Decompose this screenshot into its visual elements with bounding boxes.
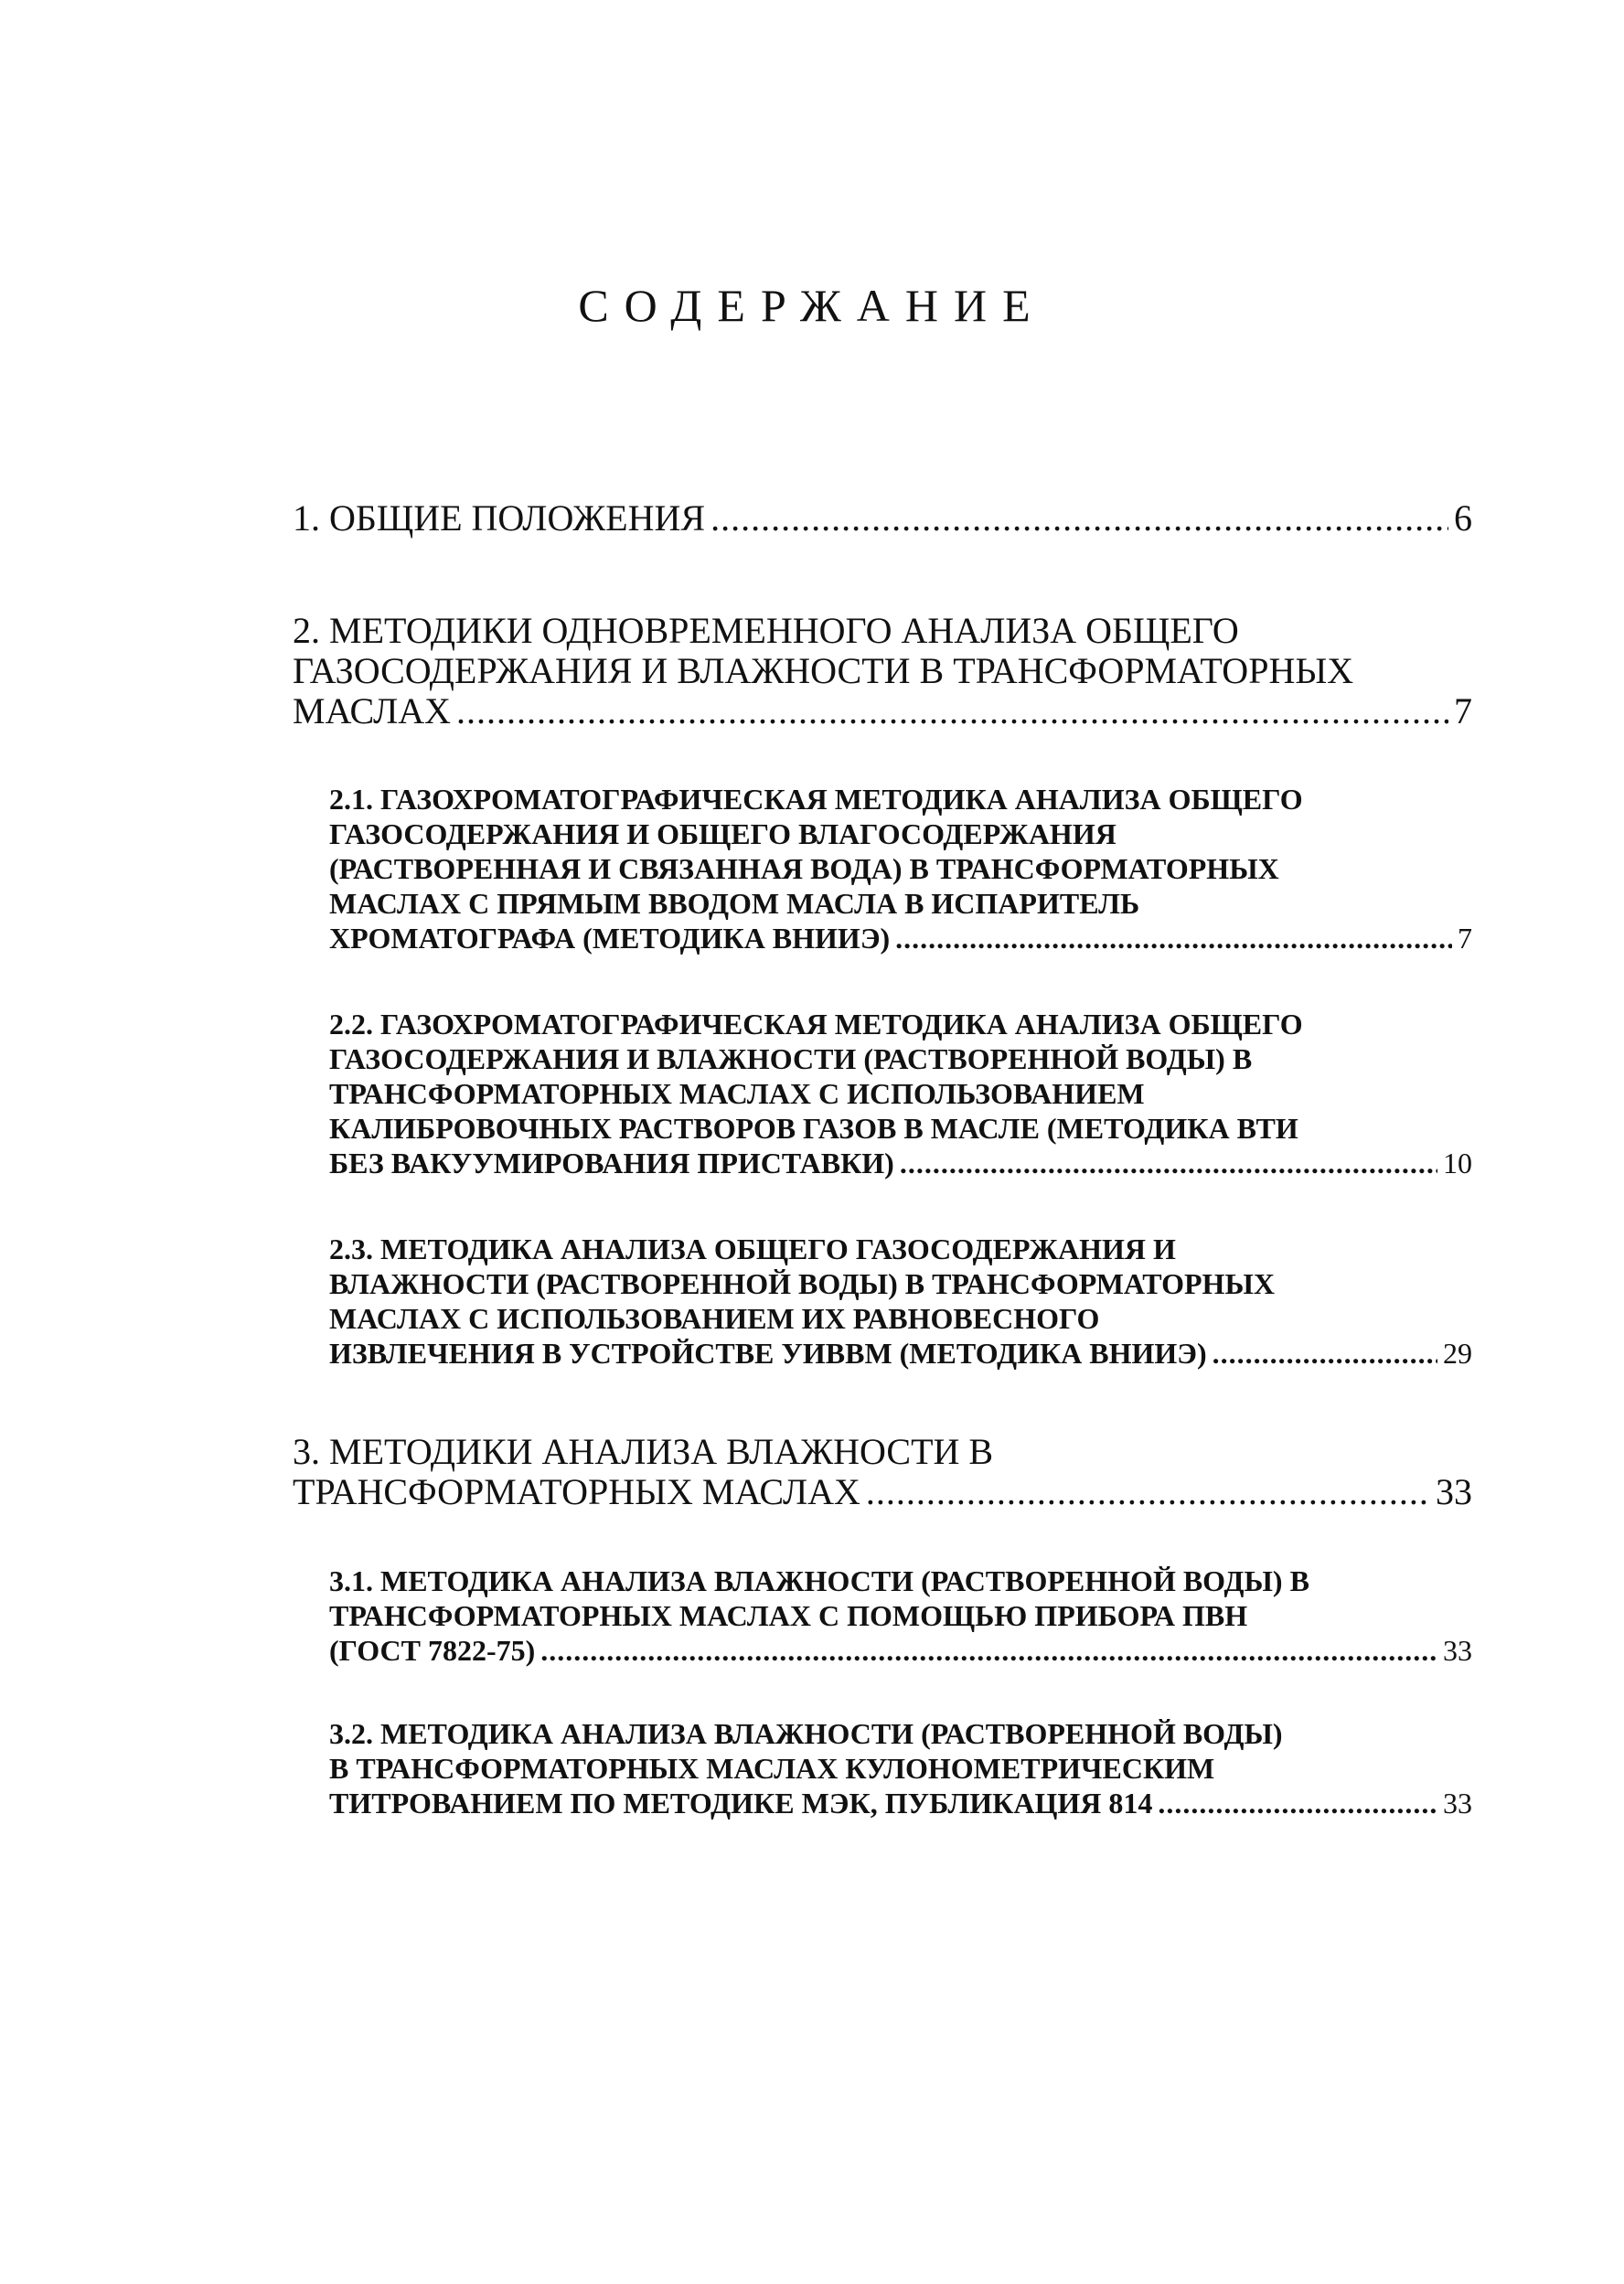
dot-leader: [866, 1472, 1430, 1512]
toc-entry-2: [293, 611, 1472, 731]
toc-entry-last-line: [293, 691, 1472, 731]
toc-entry-text: 3.2. МЕТОДИКА АНАЛИЗА ВЛАЖНОСТИ (РАСТВОРЕННОЙ ВОДЫ): [329, 1717, 1283, 1750]
toc-entry-text: МАСЛАХ: [293, 690, 452, 731]
toc-entry-text: В ТРАНСФОРМАТОРНЫХ МАСЛАХ КУЛОНОМЕТРИЧЕСКИМ: [329, 1752, 1215, 1785]
page-number: 33: [1443, 1787, 1472, 1820]
toc-entry-2-2: [329, 1007, 1472, 1180]
toc-entry-text: МАСЛАХ С ИСПОЛЬЗОВАНИЕМ ИХ РАВНОВЕСНОГО: [329, 1302, 1100, 1335]
toc-entry-3-1: [329, 1564, 1472, 1668]
toc-entry-text: 2.1. ГАЗОХРОМАТОГРАФИЧЕСКАЯ МЕТОДИКА АНАЛИЗА ОБЩЕГО: [329, 783, 1303, 816]
page-number: 33: [1443, 1634, 1472, 1667]
dot-leader: [710, 498, 1448, 539]
toc-entry-text: 1. ОБЩИЕ ПОЛОЖЕНИЯ: [293, 497, 706, 539]
toc-entry-text: МАСЛАХ С ПРЯМЫМ ВВОДОМ МАСЛА В ИСПАРИТЕЛЬ: [329, 887, 1140, 920]
page-number: 7: [1458, 922, 1472, 955]
toc-entry-text: 3. МЕТОДИКИ АНАЛИЗА ВЛАЖНОСТИ В: [293, 1431, 994, 1472]
toc-entry-text: ТРАНСФОРМАТОРНЫХ МАСЛАХ С ПОМОЩЬЮ ПРИБОРА ПВН: [329, 1599, 1248, 1632]
toc-entry-text: ВЛАЖНОСТИ (РАСТВОРЕННОЙ ВОДЫ) В ТРАНСФОРМАТОРНЫХ: [329, 1267, 1275, 1300]
toc-entry-text: (РАСТВОРЕННАЯ И СВЯЗАННАЯ ВОДА) В ТРАНСФОРМАТОРНЫХ: [329, 852, 1279, 885]
page-number: 29: [1443, 1337, 1472, 1370]
toc-entry-text: КАЛИБРОВОЧНЫХ РАСТВОРОВ ГАЗОВ В МАСЛЕ (МЕТОДИКА ВТИ: [329, 1112, 1298, 1145]
toc-entry-last-line: [329, 1146, 1472, 1180]
toc-entry-last-line: [329, 1633, 1472, 1668]
dot-leader: [900, 1146, 1437, 1180]
page-title: СОДЕРЖАНИЕ: [578, 280, 1046, 331]
toc-entry-text: 2. МЕТОДИКИ ОДНОВРЕМЕННОГО АНАЛИЗА ОБЩЕГО: [293, 610, 1239, 651]
toc-entry-text: ГАЗОСОДЕРЖАНИЯ И ВЛАЖНОСТИ В ТРАНСФОРМАТОРНЫХ: [293, 650, 1354, 691]
toc-entry-text: ГАЗОСОДЕРЖАНИЯ И ОБЩЕГО ВЛАГОСОДЕРЖАНИЯ: [329, 817, 1116, 850]
toc-entry-3: [293, 1432, 1472, 1512]
toc-entry-last-line: [329, 921, 1472, 955]
toc-entry-3-2: [329, 1716, 1472, 1820]
toc-entry-text: ХРОМАТОГРАФА (МЕТОДИКА ВНИИЭ): [329, 922, 891, 955]
toc-entry-1: [293, 498, 1472, 539]
dot-leader: [540, 1633, 1437, 1668]
toc-entry-text: 2.3. МЕТОДИКА АНАЛИЗА ОБЩЕГО ГАЗОСОДЕРЖАНИЯ И: [329, 1233, 1176, 1265]
toc-entry-2-3: [329, 1232, 1472, 1371]
toc-entry-last-line: [293, 498, 1472, 539]
toc-entry-last-line: [329, 1336, 1472, 1371]
toc-entry-2-1: [329, 782, 1472, 955]
dot-leader: [1213, 1336, 1437, 1371]
toc-entry-text: ИЗВЛЕЧЕНИЯ В УСТРОЙСТВЕ УИВВМ (МЕТОДИКА ВНИИЭ): [329, 1337, 1207, 1370]
dot-leader: [456, 691, 1448, 731]
toc-entry-text: ТРАНСФОРМАТОРНЫХ МАСЛАХ: [293, 1471, 860, 1512]
dot-leader: [895, 921, 1452, 955]
dot-leader: [1158, 1786, 1437, 1820]
page-number: 33: [1436, 1471, 1472, 1512]
toc-entry-text: ГАЗОСОДЕРЖАНИЯ И ВЛАЖНОСТИ (РАСТВОРЕННОЙ ВОДЫ) В: [329, 1042, 1253, 1075]
toc-entry-text: ТРАНСФОРМАТОРНЫХ МАСЛАХ С ИСПОЛЬЗОВАНИЕМ: [329, 1077, 1145, 1110]
toc-entry-last-line: [293, 1472, 1472, 1512]
toc-entry-text: 2.2. ГАЗОХРОМАТОГРАФИЧЕСКАЯ МЕТОДИКА АНАЛИЗА ОБЩЕГО: [329, 1008, 1303, 1041]
toc-entry-text: 3.1. МЕТОДИКА АНАЛИЗА ВЛАЖНОСТИ (РАСТВОРЕННОЙ ВОДЫ) В: [329, 1564, 1309, 1597]
toc-entry-text: ТИТРОВАНИЕМ ПО МЕТОДИКЕ МЭК, ПУБЛИКАЦИЯ 814: [329, 1787, 1153, 1820]
page-number: 7: [1454, 690, 1472, 731]
toc-entry-last-line: [329, 1786, 1472, 1820]
toc-entry-text: БЕЗ ВАКУУМИРОВАНИЯ ПРИСТАВКИ): [329, 1147, 894, 1179]
page-number: 6: [1454, 497, 1472, 539]
page-number: 10: [1443, 1147, 1472, 1179]
toc-entry-text: (ГОСТ 7822-75): [329, 1634, 536, 1667]
